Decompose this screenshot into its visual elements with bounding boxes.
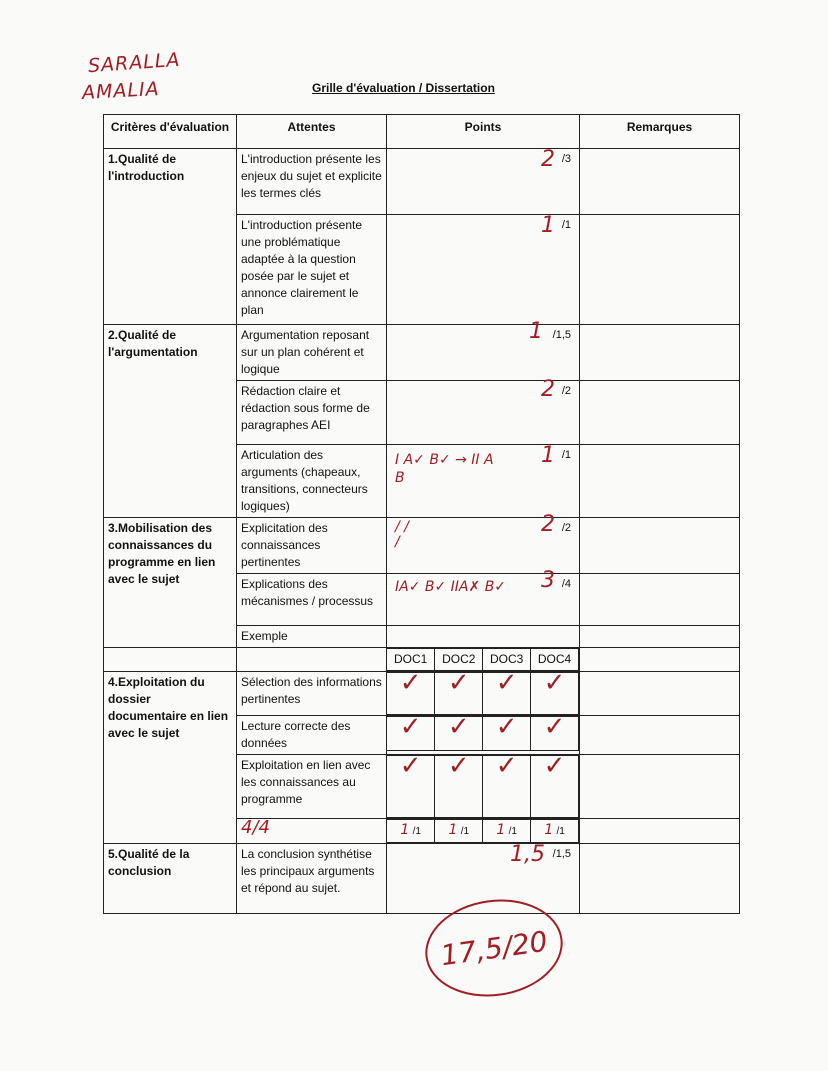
expectation-text: L'introduction présente une problématique adaptée à la question posée par le sujet et annonce clairement le plan (237, 215, 387, 325)
check-mark: ✓ (531, 717, 579, 751)
points-cell (387, 319, 580, 381)
doc-score (435, 820, 483, 843)
remarks-cell (580, 755, 740, 819)
handwritten-notes: / / / (395, 519, 409, 550)
handwritten-mark: 1 (400, 822, 410, 838)
handwritten-mark: 3 (541, 568, 555, 593)
remarks-cell (580, 574, 740, 626)
empty-cell (104, 648, 237, 672)
criterion-conclusion: 5.Qualité de la conclusion (104, 844, 237, 914)
doc-label: DOC4 (531, 649, 579, 671)
max-score: /1 (561, 449, 571, 461)
expectation-text: Articulation des arguments (chapeaux, transitions, connecteurs logiques) (237, 445, 387, 518)
handwritten-notes: I A✓ B✓ → II A B (395, 452, 494, 486)
points-cell (387, 445, 580, 518)
max-score: /1 (508, 826, 517, 837)
points-cell (387, 149, 580, 215)
max-score: /1 (556, 826, 565, 837)
remarks-cell (580, 215, 740, 325)
remarks-cell (580, 716, 740, 755)
handwritten-mark: 1 (541, 213, 555, 238)
max-score: /2 (561, 385, 571, 397)
check-mark: ✓ (483, 756, 531, 818)
check-mark: ✓ (483, 717, 531, 751)
expectation-text: Exemple (237, 626, 387, 648)
doc-checks (387, 668, 580, 716)
points-cell (387, 568, 580, 626)
handwritten-mark: 1 (544, 822, 554, 838)
expectation-text: Rédaction claire et rédaction sous forme de paragraphes AEI (237, 381, 387, 445)
check-mark: ✓ (387, 717, 435, 751)
page-title: Grille d'évaluation / Dissertation (312, 81, 495, 95)
criterion-documents: 4.Exploitation du dossier documentaire en lien avec le sujet (104, 672, 237, 844)
handwritten-mark: 1 (496, 822, 506, 838)
doc-label: DOC2 (435, 649, 483, 671)
check-mark: ✓ (531, 673, 579, 715)
max-score: /1 (412, 826, 421, 837)
handwritten-mark: 1,5 (510, 842, 545, 867)
expectation-text: Explicitation des connaissances pertinentes (237, 518, 387, 574)
check-mark: ✓ (483, 673, 531, 715)
max-score: /1 (561, 219, 571, 231)
student-name-1: SARALLA (87, 48, 182, 78)
doc-score (531, 820, 579, 843)
handwritten-notes: IA✓ B✓ IIA✗ B✓ (395, 579, 507, 595)
doc-label: DOC1 (387, 649, 435, 671)
handwritten-mark: 1 (529, 319, 543, 344)
column-header-remarks: Remarques (580, 115, 740, 149)
handwritten-mark: 1 (541, 443, 555, 468)
max-score: /1,5 (552, 848, 571, 860)
empty-cell (237, 648, 387, 672)
subtotal-cell (237, 819, 387, 844)
remarks-cell (580, 149, 740, 215)
max-score: /3 (561, 153, 571, 165)
doc-checks (387, 712, 580, 755)
max-score: /2 (561, 522, 571, 534)
max-score: /4 (561, 578, 571, 590)
check-mark: ✓ (435, 717, 483, 751)
remarks-cell (580, 381, 740, 445)
remarks-cell (580, 648, 740, 672)
expectation-text: L'introduction présente les enjeux du sujet et explicite les termes clés (237, 149, 387, 215)
check-mark: ✓ (387, 673, 435, 715)
handwritten-mark: 2 (541, 512, 555, 537)
handwritten-mark: 1 (448, 822, 458, 838)
check-mark: ✓ (387, 756, 435, 818)
column-header-criteria: Critères d'évaluation (104, 115, 237, 149)
doc-scores (387, 819, 580, 844)
expectation-text: La conclusion synthétise les principaux arguments et répond au sujet. (237, 844, 387, 914)
criterion-knowledge: 3.Mobilisation des connaissances du programme en lien avec le sujet (104, 518, 237, 648)
check-mark: ✓ (435, 756, 483, 818)
column-header-points: Points (387, 115, 580, 149)
handwritten-subtotal: 4/4 (241, 817, 270, 838)
handwritten-mark: 2 (541, 377, 555, 402)
points-cell (387, 512, 580, 574)
student-name-2: AMALIA (81, 77, 161, 105)
remarks-cell (580, 819, 740, 844)
remarks-cell (580, 672, 740, 716)
check-mark: ✓ (531, 756, 579, 818)
expectation-text: Sélection des informations pertinentes (237, 672, 387, 716)
max-score: /1 (460, 826, 470, 837)
points-cell (387, 377, 580, 445)
remarks-cell (580, 325, 740, 381)
column-header-expectations: Attentes (237, 115, 387, 149)
doc-score (483, 820, 531, 843)
criterion-argumentation: 2.Qualité de l'argumentation (104, 325, 237, 518)
expectation-text: Lecture correcte des données (237, 716, 387, 755)
expectation-text: Exploitation en lien avec les connaissances au programme (237, 755, 387, 819)
criterion-introduction: 1.Qualité de l'introduction (104, 149, 237, 325)
doc-score (387, 820, 435, 843)
max-score: /1,5 (552, 329, 571, 341)
doc-label: DOC3 (483, 649, 531, 671)
remarks-cell (580, 626, 740, 648)
evaluation-grid (103, 114, 740, 914)
expectation-text: Explications des mécanismes / processus (237, 574, 387, 626)
expectation-text: Argumentation reposant sur un plan cohérent et logique (237, 325, 387, 381)
remarks-cell (580, 445, 740, 518)
doc-checks (387, 751, 580, 819)
remarks-cell (580, 518, 740, 574)
handwritten-mark: 2 (541, 147, 555, 172)
points-cell (387, 215, 580, 325)
total-score: 17,5/20 (438, 924, 550, 972)
points-cell (387, 626, 580, 648)
check-mark: ✓ (435, 673, 483, 715)
remarks-cell (580, 844, 740, 914)
